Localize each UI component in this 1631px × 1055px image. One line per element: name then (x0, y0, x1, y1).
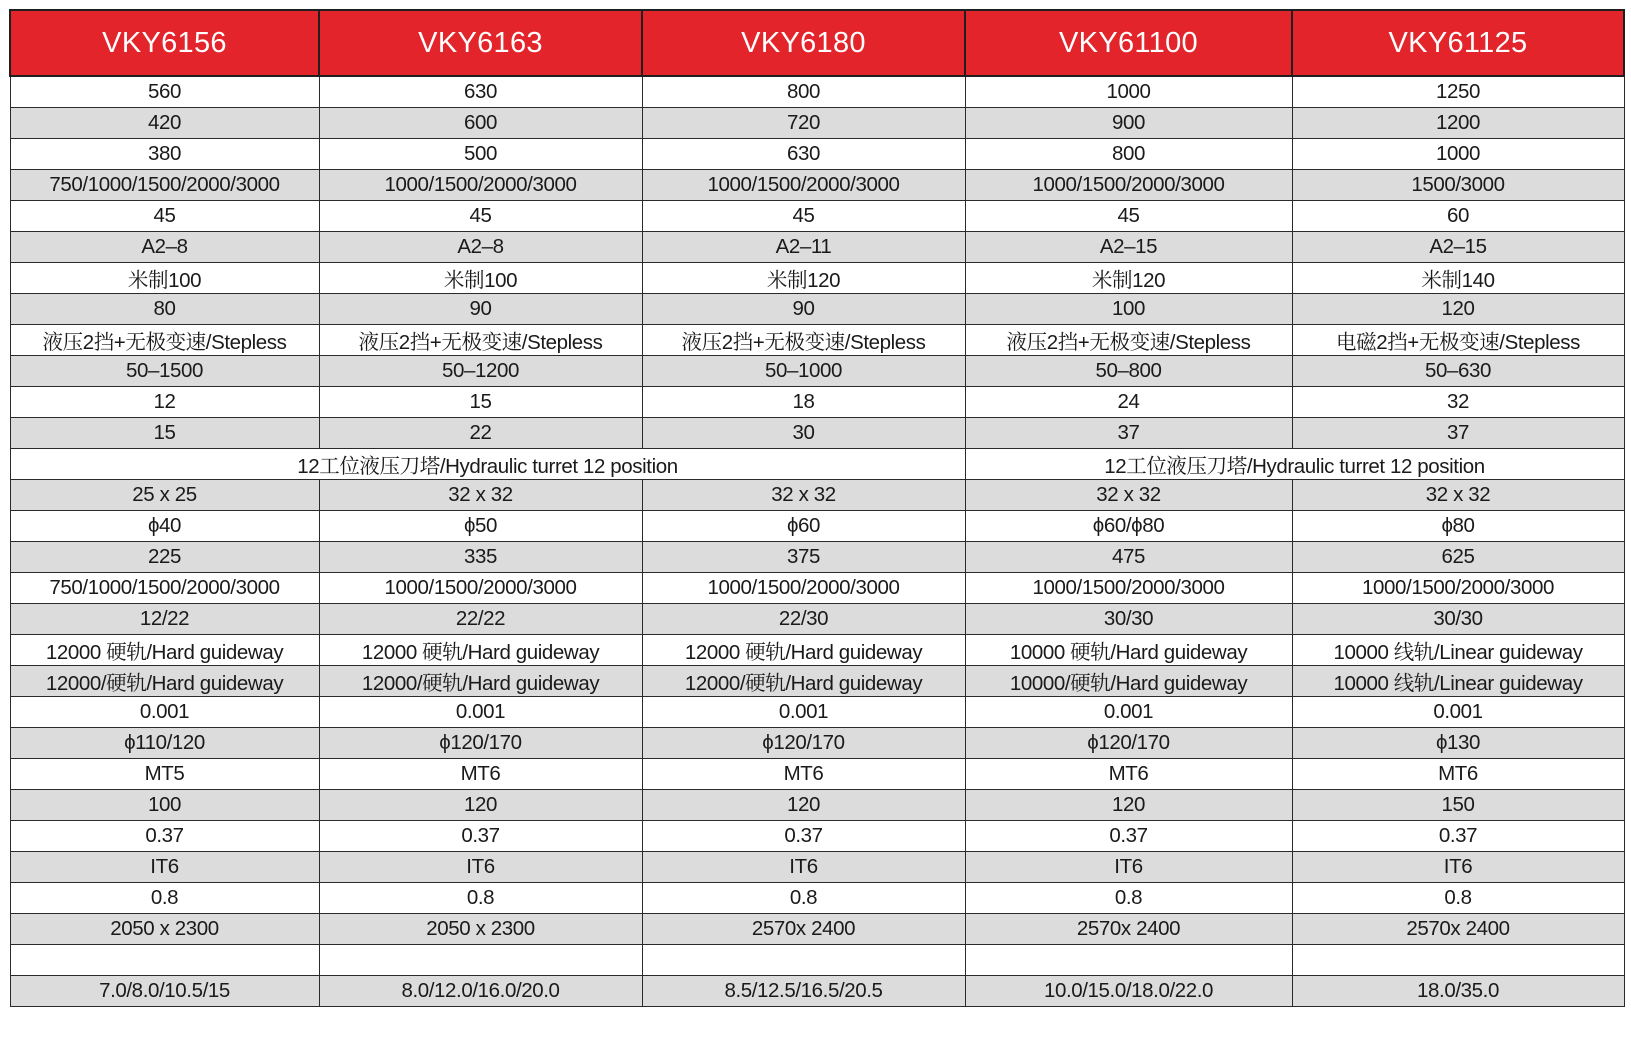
table-row (10, 263, 1624, 294)
model-header-cell: VKY6163 (319, 10, 642, 76)
spec-cell: IT6 (10, 852, 319, 883)
spec-cell: A2–8 (319, 232, 642, 263)
table-row (10, 790, 1624, 821)
table-row (10, 542, 1624, 573)
table-row (10, 728, 1624, 759)
spec-cell: 22 (319, 418, 642, 449)
spec-cell: 0.37 (965, 821, 1292, 852)
spec-cell: MT6 (319, 759, 642, 790)
spec-cell: 12000 硬轨/Hard guideway (319, 635, 642, 666)
spec-cell: IT6 (319, 852, 642, 883)
spec-table-header (10, 10, 1624, 76)
spec-cell: 0.8 (642, 883, 965, 914)
spec-cell: MT6 (965, 759, 1292, 790)
spec-cell: 1250 (1292, 76, 1624, 108)
spec-cell: 12000 硬轨/Hard guideway (10, 635, 319, 666)
spec-cell: 0.8 (10, 883, 319, 914)
spec-cell: 2050 x 2300 (10, 914, 319, 945)
header-row (10, 10, 1624, 76)
spec-cell: ϕ120/170 (965, 728, 1292, 759)
spec-cell: 750/1000/1500/2000/3000 (10, 573, 319, 604)
spec-cell: IT6 (1292, 852, 1624, 883)
spec-cell: 1000/1500/2000/3000 (642, 573, 965, 604)
table-row (10, 945, 1624, 976)
spec-cell (319, 945, 642, 976)
table-row (10, 697, 1624, 728)
table-row (10, 883, 1624, 914)
spec-cell: 1000/1500/2000/3000 (1292, 573, 1624, 604)
spec-cell: ϕ60 (642, 511, 965, 542)
spec-table (9, 9, 1625, 1007)
spec-cell: 12000 硬轨/Hard guideway (642, 635, 965, 666)
table-row (10, 294, 1624, 325)
spec-cell: 15 (10, 418, 319, 449)
spec-cell: A2–15 (1292, 232, 1624, 263)
spec-cell: 15 (319, 387, 642, 418)
spec-cell (1292, 945, 1624, 976)
spec-cell: 2570x 2400 (965, 914, 1292, 945)
table-row (10, 759, 1624, 790)
spec-cell: ϕ40 (10, 511, 319, 542)
spec-cell: 2570x 2400 (642, 914, 965, 945)
spec-cell: 0.8 (319, 883, 642, 914)
spec-cell: 100 (965, 294, 1292, 325)
spec-cell: 24 (965, 387, 1292, 418)
spec-cell: 12000/硬轨/Hard guideway (642, 666, 965, 697)
spec-cell: 500 (319, 139, 642, 170)
table-row (10, 666, 1624, 697)
spec-cell: 475 (965, 542, 1292, 573)
spec-cell: MT5 (10, 759, 319, 790)
table-row (10, 852, 1624, 883)
spec-cell: 米制120 (965, 263, 1292, 294)
spec-cell: IT6 (642, 852, 965, 883)
table-row (10, 170, 1624, 201)
spec-cell: 25 x 25 (10, 480, 319, 511)
spec-cell: 90 (319, 294, 642, 325)
spec-cell: 1000/1500/2000/3000 (319, 573, 642, 604)
spec-cell: 30/30 (1292, 604, 1624, 635)
spec-cell: 12000/硬轨/Hard guideway (319, 666, 642, 697)
spec-cell: 10000/硬轨/Hard guideway (965, 666, 1292, 697)
spec-cell: 80 (10, 294, 319, 325)
spec-cell (965, 945, 1292, 976)
spec-cell: 液压2挡+无极变速/Stepless (319, 325, 642, 356)
spec-cell: 37 (965, 418, 1292, 449)
table-row (10, 108, 1624, 139)
spec-cell: 0.001 (965, 697, 1292, 728)
spec-cell: 37 (1292, 418, 1624, 449)
spec-cell: 1200 (1292, 108, 1624, 139)
spec-cell: 12 (10, 387, 319, 418)
spec-cell: 50–800 (965, 356, 1292, 387)
spec-cell: 120 (319, 790, 642, 821)
spec-cell: 电磁2挡+无极变速/Stepless (1292, 325, 1624, 356)
spec-cell: 335 (319, 542, 642, 573)
spec-cell: IT6 (965, 852, 1292, 883)
spec-cell: 45 (319, 201, 642, 232)
spec-cell: 90 (642, 294, 965, 325)
spec-cell: 32 x 32 (642, 480, 965, 511)
spec-cell: 45 (642, 201, 965, 232)
spec-cell: 0.001 (10, 697, 319, 728)
spec-cell: 22/30 (642, 604, 965, 635)
spec-cell: 22/22 (319, 604, 642, 635)
spec-cell: 7.0/8.0/10.5/15 (10, 976, 319, 1007)
table-row (10, 356, 1624, 387)
spec-cell: 米制100 (10, 263, 319, 294)
spec-cell: 50–1200 (319, 356, 642, 387)
spec-cell: 12000/硬轨/Hard guideway (10, 666, 319, 697)
table-row (10, 573, 1624, 604)
spec-cell: 380 (10, 139, 319, 170)
spec-cell: 625 (1292, 542, 1624, 573)
spec-cell: 0.37 (319, 821, 642, 852)
spec-cell: 0.001 (319, 697, 642, 728)
spec-cell: 8.0/12.0/16.0/20.0 (319, 976, 642, 1007)
spec-cell (642, 945, 965, 976)
spec-cell: 32 x 32 (965, 480, 1292, 511)
spec-cell: 800 (965, 139, 1292, 170)
spec-cell: 750/1000/1500/2000/3000 (10, 170, 319, 201)
spec-cell: 10000 线轨/Linear guideway (1292, 666, 1624, 697)
spec-cell: 米制120 (642, 263, 965, 294)
spec-cell: 32 x 32 (1292, 480, 1624, 511)
spec-cell: 0.37 (1292, 821, 1624, 852)
spec-cell: 30/30 (965, 604, 1292, 635)
spec-table-body (10, 76, 1624, 1007)
spec-cell: ϕ110/120 (10, 728, 319, 759)
spec-cell: 0.8 (965, 883, 1292, 914)
spec-cell: 800 (642, 76, 965, 108)
spec-cell: 375 (642, 542, 965, 573)
spec-cell: 0.001 (642, 697, 965, 728)
spec-cell: 0.001 (1292, 697, 1624, 728)
spec-cell: 1000/1500/2000/3000 (965, 573, 1292, 604)
table-row (10, 976, 1624, 1007)
spec-cell: 0.8 (1292, 883, 1624, 914)
table-row (10, 821, 1624, 852)
spec-cell: 45 (965, 201, 1292, 232)
table-row (10, 449, 1624, 480)
merged-spec-cell: 12工位液压刀塔/Hydraulic turret 12 position (10, 449, 965, 480)
spec-cell: 0.37 (642, 821, 965, 852)
table-row (10, 139, 1624, 170)
spec-cell: MT6 (642, 759, 965, 790)
spec-cell: 50–1500 (10, 356, 319, 387)
table-row (10, 325, 1624, 356)
spec-cell: 420 (10, 108, 319, 139)
spec-cell: 32 x 32 (319, 480, 642, 511)
table-row (10, 480, 1624, 511)
spec-cell: 米制140 (1292, 263, 1624, 294)
spec-cell: 1500/3000 (1292, 170, 1624, 201)
model-header-cell: VKY6156 (10, 10, 319, 76)
spec-cell: 2050 x 2300 (319, 914, 642, 945)
table-row (10, 511, 1624, 542)
table-row (10, 914, 1624, 945)
spec-cell: 120 (965, 790, 1292, 821)
table-row (10, 201, 1624, 232)
spec-cell: 10.0/15.0/18.0/22.0 (965, 976, 1292, 1007)
spec-cell: 0.37 (10, 821, 319, 852)
table-row (10, 76, 1624, 108)
spec-cell: 1000/1500/2000/3000 (642, 170, 965, 201)
table-row (10, 604, 1624, 635)
spec-cell: 液压2挡+无极变速/Stepless (965, 325, 1292, 356)
merged-spec-cell: 12工位液压刀塔/Hydraulic turret 12 position (965, 449, 1624, 480)
spec-cell: 560 (10, 76, 319, 108)
spec-cell: 50–1000 (642, 356, 965, 387)
spec-cell: 60 (1292, 201, 1624, 232)
spec-cell: 1000/1500/2000/3000 (965, 170, 1292, 201)
spec-cell: 液压2挡+无极变速/Stepless (642, 325, 965, 356)
spec-cell: A2–15 (965, 232, 1292, 263)
spec-cell: A2–8 (10, 232, 319, 263)
spec-cell: 1000 (1292, 139, 1624, 170)
spec-cell: 12/22 (10, 604, 319, 635)
spec-table-container (9, 9, 1623, 1007)
spec-cell: 18.0/35.0 (1292, 976, 1624, 1007)
spec-cell: 8.5/12.5/16.5/20.5 (642, 976, 965, 1007)
table-row (10, 418, 1624, 449)
spec-cell: 720 (642, 108, 965, 139)
spec-cell: ϕ50 (319, 511, 642, 542)
spec-cell: 32 (1292, 387, 1624, 418)
spec-cell: 120 (642, 790, 965, 821)
spec-cell: 225 (10, 542, 319, 573)
spec-cell: 45 (10, 201, 319, 232)
spec-cell: 2570x 2400 (1292, 914, 1624, 945)
table-row (10, 387, 1624, 418)
spec-cell: 1000/1500/2000/3000 (319, 170, 642, 201)
spec-cell: 630 (642, 139, 965, 170)
spec-cell: A2–11 (642, 232, 965, 263)
spec-cell: 液压2挡+无极变速/Stepless (10, 325, 319, 356)
spec-cell: 120 (1292, 294, 1624, 325)
spec-cell: 米制100 (319, 263, 642, 294)
spec-cell: 1000 (965, 76, 1292, 108)
spec-cell: 630 (319, 76, 642, 108)
table-row (10, 232, 1624, 263)
model-header-cell: VKY6180 (642, 10, 965, 76)
spec-cell: ϕ130 (1292, 728, 1624, 759)
spec-cell: 10000 硬轨/Hard guideway (965, 635, 1292, 666)
model-header-cell: VKY61100 (965, 10, 1292, 76)
table-row (10, 635, 1624, 666)
spec-cell: ϕ80 (1292, 511, 1624, 542)
spec-cell (10, 945, 319, 976)
spec-cell: 10000 线轨/Linear guideway (1292, 635, 1624, 666)
spec-cell: ϕ120/170 (642, 728, 965, 759)
spec-cell: MT6 (1292, 759, 1624, 790)
model-header-cell: VKY61125 (1292, 10, 1624, 76)
spec-cell: ϕ60/ϕ80 (965, 511, 1292, 542)
spec-cell: 18 (642, 387, 965, 418)
spec-cell: ϕ120/170 (319, 728, 642, 759)
spec-cell: 150 (1292, 790, 1624, 821)
spec-cell: 100 (10, 790, 319, 821)
spec-cell: 600 (319, 108, 642, 139)
spec-cell: 30 (642, 418, 965, 449)
spec-cell: 900 (965, 108, 1292, 139)
spec-cell: 50–630 (1292, 356, 1624, 387)
